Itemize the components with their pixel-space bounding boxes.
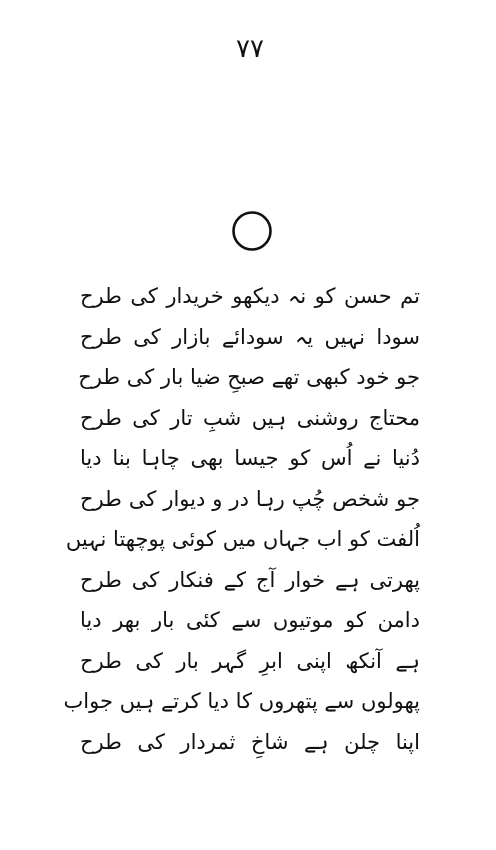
- page-number: ۷۷: [236, 34, 264, 64]
- poem-line: اُلفت کو اب جہاں میں کوئی پوچھتا نہیں: [65, 527, 420, 551]
- poem-line: اپنا چلن ہے شاخِ ثمردار کی طرح: [80, 729, 420, 754]
- poem-line: تم حسن کو نہ دیکھو خریدار کی طرح: [80, 284, 420, 308]
- poem-line: دامن کو موتیوں سے کئی بار بھر دیا: [80, 608, 420, 632]
- poem-line: پھولوں سے پتھروں کا دیا کرتے ہیں جواب: [63, 689, 420, 713]
- poem-line: ہے آنکھ اپنی ابرِ گہر بار کی طرح: [80, 648, 420, 673]
- poem-line: جو خود کبھی تھے صبحِ ضیا بار کی طرح: [78, 365, 420, 389]
- poem: [63, 276, 420, 762]
- poem-line: جو شخص چُپ رہا در و دیوار کی طرح: [80, 486, 420, 511]
- poem-line: محتاج روشنی ہیں شبِ تار کی طرح: [80, 405, 420, 430]
- poem-line: پھرتی ہے خوار آج کے فنکار کی طرح: [80, 567, 420, 592]
- circle-ornament: [232, 211, 272, 251]
- poem-line: سودا نہیں یہ سودائے بازار کی طرح: [80, 324, 420, 349]
- poem-line: دُنیا نے اُس کو جیسا بھی چاہا بنا دیا: [80, 446, 420, 470]
